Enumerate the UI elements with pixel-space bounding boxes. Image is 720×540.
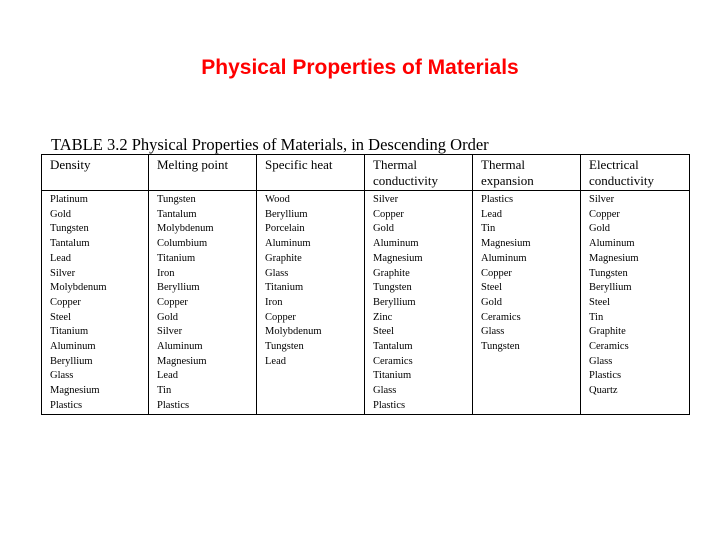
list-item: Magnesium bbox=[373, 252, 423, 264]
material-list-thermal-expansion bbox=[481, 193, 580, 355]
list-item: Tungsten bbox=[373, 282, 412, 294]
list-item: Gold bbox=[589, 223, 610, 235]
list-item: Beryllium bbox=[265, 208, 308, 220]
list-item: Lead bbox=[481, 208, 502, 220]
header-line: Specific heat bbox=[265, 157, 333, 172]
column-cell-density bbox=[42, 191, 149, 415]
header-line: Density bbox=[50, 157, 91, 172]
list-item: Tungsten bbox=[50, 223, 89, 235]
list-item: Gold bbox=[481, 296, 502, 308]
list-item: Magnesium bbox=[157, 355, 207, 367]
list-item: Lead bbox=[265, 355, 286, 367]
list-item: Beryllium bbox=[589, 282, 632, 294]
list-item: Steel bbox=[50, 311, 71, 323]
list-item: Zinc bbox=[373, 311, 393, 323]
list-item: Quartz bbox=[589, 385, 618, 397]
list-item: Titanium bbox=[373, 370, 412, 382]
list-item: Molybdenum bbox=[50, 282, 107, 294]
column-header-melting-point bbox=[149, 155, 257, 191]
list-item: Plastics bbox=[589, 370, 622, 382]
list-item: Steel bbox=[373, 326, 394, 338]
list-item: Aluminum bbox=[157, 341, 203, 353]
list-item: Titanium bbox=[157, 252, 196, 264]
list-item: Silver bbox=[373, 194, 399, 205]
column-header-specific-heat bbox=[257, 155, 365, 191]
list-item: Silver bbox=[50, 267, 76, 279]
list-item: Plastics bbox=[50, 399, 83, 411]
list-item: Iron bbox=[265, 296, 283, 308]
list-item: Tantalum bbox=[373, 341, 413, 353]
list-item: Silver bbox=[589, 194, 615, 205]
list-item: Tungsten bbox=[481, 341, 520, 353]
list-item: Plastics bbox=[481, 194, 514, 205]
list-item: Steel bbox=[589, 296, 610, 308]
list-item: Glass bbox=[50, 370, 74, 382]
column-header-thermal-conductivity bbox=[365, 155, 473, 191]
list-item: Platinum bbox=[50, 194, 88, 205]
slide-title: Physical Properties of Materials bbox=[201, 56, 519, 79]
column-header-electrical-conductivity bbox=[581, 155, 690, 191]
list-item: Magnesium bbox=[50, 385, 100, 397]
column-cell-electrical-conductivity bbox=[581, 191, 690, 415]
list-item: Graphite bbox=[373, 267, 410, 279]
list-item: Copper bbox=[50, 296, 81, 308]
material-list-melting-point bbox=[157, 193, 256, 414]
list-item: Copper bbox=[373, 208, 404, 220]
list-item: Columbium bbox=[157, 238, 208, 250]
column-header-density bbox=[42, 155, 149, 191]
header-row bbox=[42, 155, 690, 191]
list-item: Glass bbox=[265, 267, 289, 279]
header-line: conductivity bbox=[589, 173, 654, 188]
list-item: Copper bbox=[265, 311, 296, 323]
list-item: Beryllium bbox=[373, 296, 416, 308]
list-item: Wood bbox=[265, 194, 290, 205]
list-item: Aluminum bbox=[589, 238, 635, 250]
list-item: Molybdenum bbox=[157, 223, 214, 235]
list-item: Iron bbox=[157, 267, 175, 279]
list-item: Copper bbox=[481, 267, 512, 279]
list-item: Gold bbox=[373, 223, 394, 235]
column-cell-thermal-conductivity bbox=[365, 191, 473, 415]
material-list-density bbox=[50, 193, 148, 414]
list-item: Molybdenum bbox=[265, 326, 322, 338]
list-item: Aluminum bbox=[481, 252, 527, 264]
table-caption: TABLE 3.2 Physical Properties of Materials, in Descending Order bbox=[51, 135, 489, 154]
list-item: Silver bbox=[157, 326, 183, 338]
list-item: Lead bbox=[157, 370, 178, 382]
list-item: Copper bbox=[589, 208, 620, 220]
header-line: Melting point bbox=[157, 157, 229, 172]
list-item: Tantalum bbox=[157, 208, 197, 220]
column-header-thermal-expansion bbox=[473, 155, 581, 191]
column-cell-melting-point bbox=[149, 191, 257, 415]
list-item: Porcelain bbox=[265, 223, 305, 235]
list-item: Ceramics bbox=[481, 311, 521, 323]
list-item: Aluminum bbox=[265, 238, 311, 250]
material-list-specific-heat bbox=[265, 193, 364, 369]
list-item: Ceramics bbox=[373, 355, 413, 367]
list-item: Graphite bbox=[589, 326, 626, 338]
list-item: Beryllium bbox=[157, 282, 200, 294]
list-item: Glass bbox=[481, 326, 505, 338]
list-item: Graphite bbox=[265, 252, 302, 264]
list-item: Glass bbox=[373, 385, 397, 397]
list-item: Titanium bbox=[265, 282, 304, 294]
list-item: Tungsten bbox=[265, 341, 304, 353]
list-item: Tin bbox=[481, 223, 496, 235]
list-item: Ceramics bbox=[589, 341, 629, 353]
list-item: Titanium bbox=[50, 326, 89, 338]
list-item: Gold bbox=[50, 208, 71, 220]
header-line: conductivity bbox=[373, 173, 438, 188]
list-item: Magnesium bbox=[481, 238, 531, 250]
list-item: Tungsten bbox=[589, 267, 628, 279]
list-item: Tin bbox=[589, 311, 604, 323]
column-cell-specific-heat bbox=[257, 191, 365, 415]
column-cell-thermal-expansion bbox=[473, 191, 581, 415]
table-row bbox=[42, 191, 690, 415]
material-list-thermal-conductivity bbox=[373, 193, 472, 414]
header-line: Thermal bbox=[481, 157, 526, 172]
properties-table bbox=[41, 154, 690, 415]
list-item: Magnesium bbox=[589, 252, 639, 264]
list-item: Gold bbox=[157, 311, 178, 323]
header-line: Thermal bbox=[373, 157, 418, 172]
list-item: Tungsten bbox=[157, 194, 196, 205]
list-item: Tin bbox=[157, 385, 172, 397]
list-item: Plastics bbox=[373, 399, 406, 411]
list-item: Lead bbox=[50, 252, 71, 264]
list-item: Tantalum bbox=[50, 238, 90, 250]
header-line: Electrical bbox=[589, 157, 639, 172]
list-item: Glass bbox=[589, 355, 613, 367]
list-item: Steel bbox=[481, 282, 502, 294]
material-list-electrical-conductivity bbox=[589, 193, 689, 399]
list-item: Plastics bbox=[157, 399, 190, 411]
list-item: Copper bbox=[157, 296, 188, 308]
list-item: Aluminum bbox=[50, 341, 96, 353]
list-item: Aluminum bbox=[373, 238, 419, 250]
header-line: expansion bbox=[481, 173, 534, 188]
list-item: Beryllium bbox=[50, 355, 93, 367]
